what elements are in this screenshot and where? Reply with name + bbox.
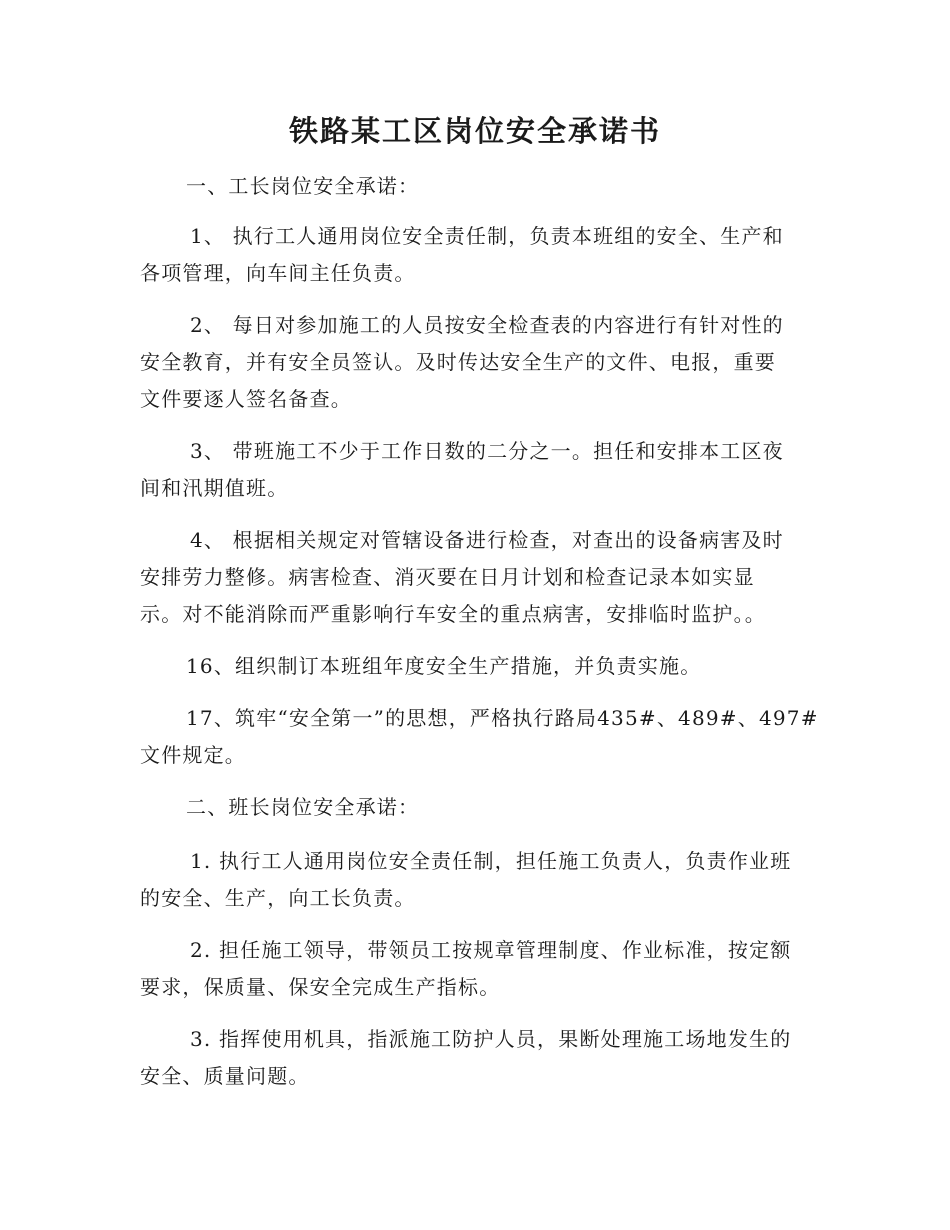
section-heading-foreman: 一、工长岗位安全承诺：: [186, 174, 420, 198]
paragraph-line: 16、组织制订本班组年度安全生产措施，并负责实施。: [186, 654, 702, 678]
paragraph-line: 安全教育，并有安全员签认。及时传达安全生产的文件、电报，重要: [140, 350, 776, 374]
paragraph-line: 安全、质量问题。: [140, 1064, 310, 1088]
paragraph-line: 各项管理，向车间主任负责。: [140, 261, 416, 285]
paragraph-line: 文件要逐人签名备查。: [140, 387, 352, 411]
paragraph-line: 的安全、生产，向工长负责。: [140, 886, 416, 910]
paragraph-line: 2. 担任施工领导，带领员工按规章管理制度、作业标准，按定额: [190, 938, 792, 962]
paragraph-line: 4、 根据相关规定对管辖设备进行检查，对查出的设备病害及时: [190, 528, 784, 552]
paragraph-line: 文件规定。: [140, 743, 246, 767]
document-title: 铁路某工区岗位安全承诺书: [288, 114, 661, 148]
paragraph-line: 要求，保质量、保安全完成生产指标。: [140, 975, 501, 999]
paragraph-line: 3、 带班施工不少于工作日数的二分之一。担任和安排本工区夜: [190, 439, 784, 463]
paragraph-line: 间和汛期值班。: [140, 476, 289, 500]
paragraph-line: 2、 每日对参加施工的人员按安全检查表的内容进行有针对性的: [190, 313, 784, 337]
paragraph-line: 1、 执行工人通用岗位安全责任制，负责本班组的安全、生产和: [190, 224, 784, 248]
paragraph-line: 1. 执行工人通用岗位安全责任制，担任施工负责人，负责作业班: [190, 849, 792, 873]
section-heading-team-leader: 二、班长岗位安全承诺：: [186, 795, 420, 819]
paragraph-line: 3. 指挥使用机具，指派施工防护人员，果断处理施工场地发生的: [190, 1027, 792, 1051]
paragraph-line: 安排劳力整修。病害检查、消灭要在日月计划和检查记录本如实显: [140, 565, 755, 589]
paragraph-line: 示。对不能消除而严重影响行车安全的重点病害，安排临时监护。。: [140, 602, 766, 626]
paragraph-line: 17、筑牢“安全第一”的思想，严格执行路局435#、489#、497#: [186, 706, 819, 730]
